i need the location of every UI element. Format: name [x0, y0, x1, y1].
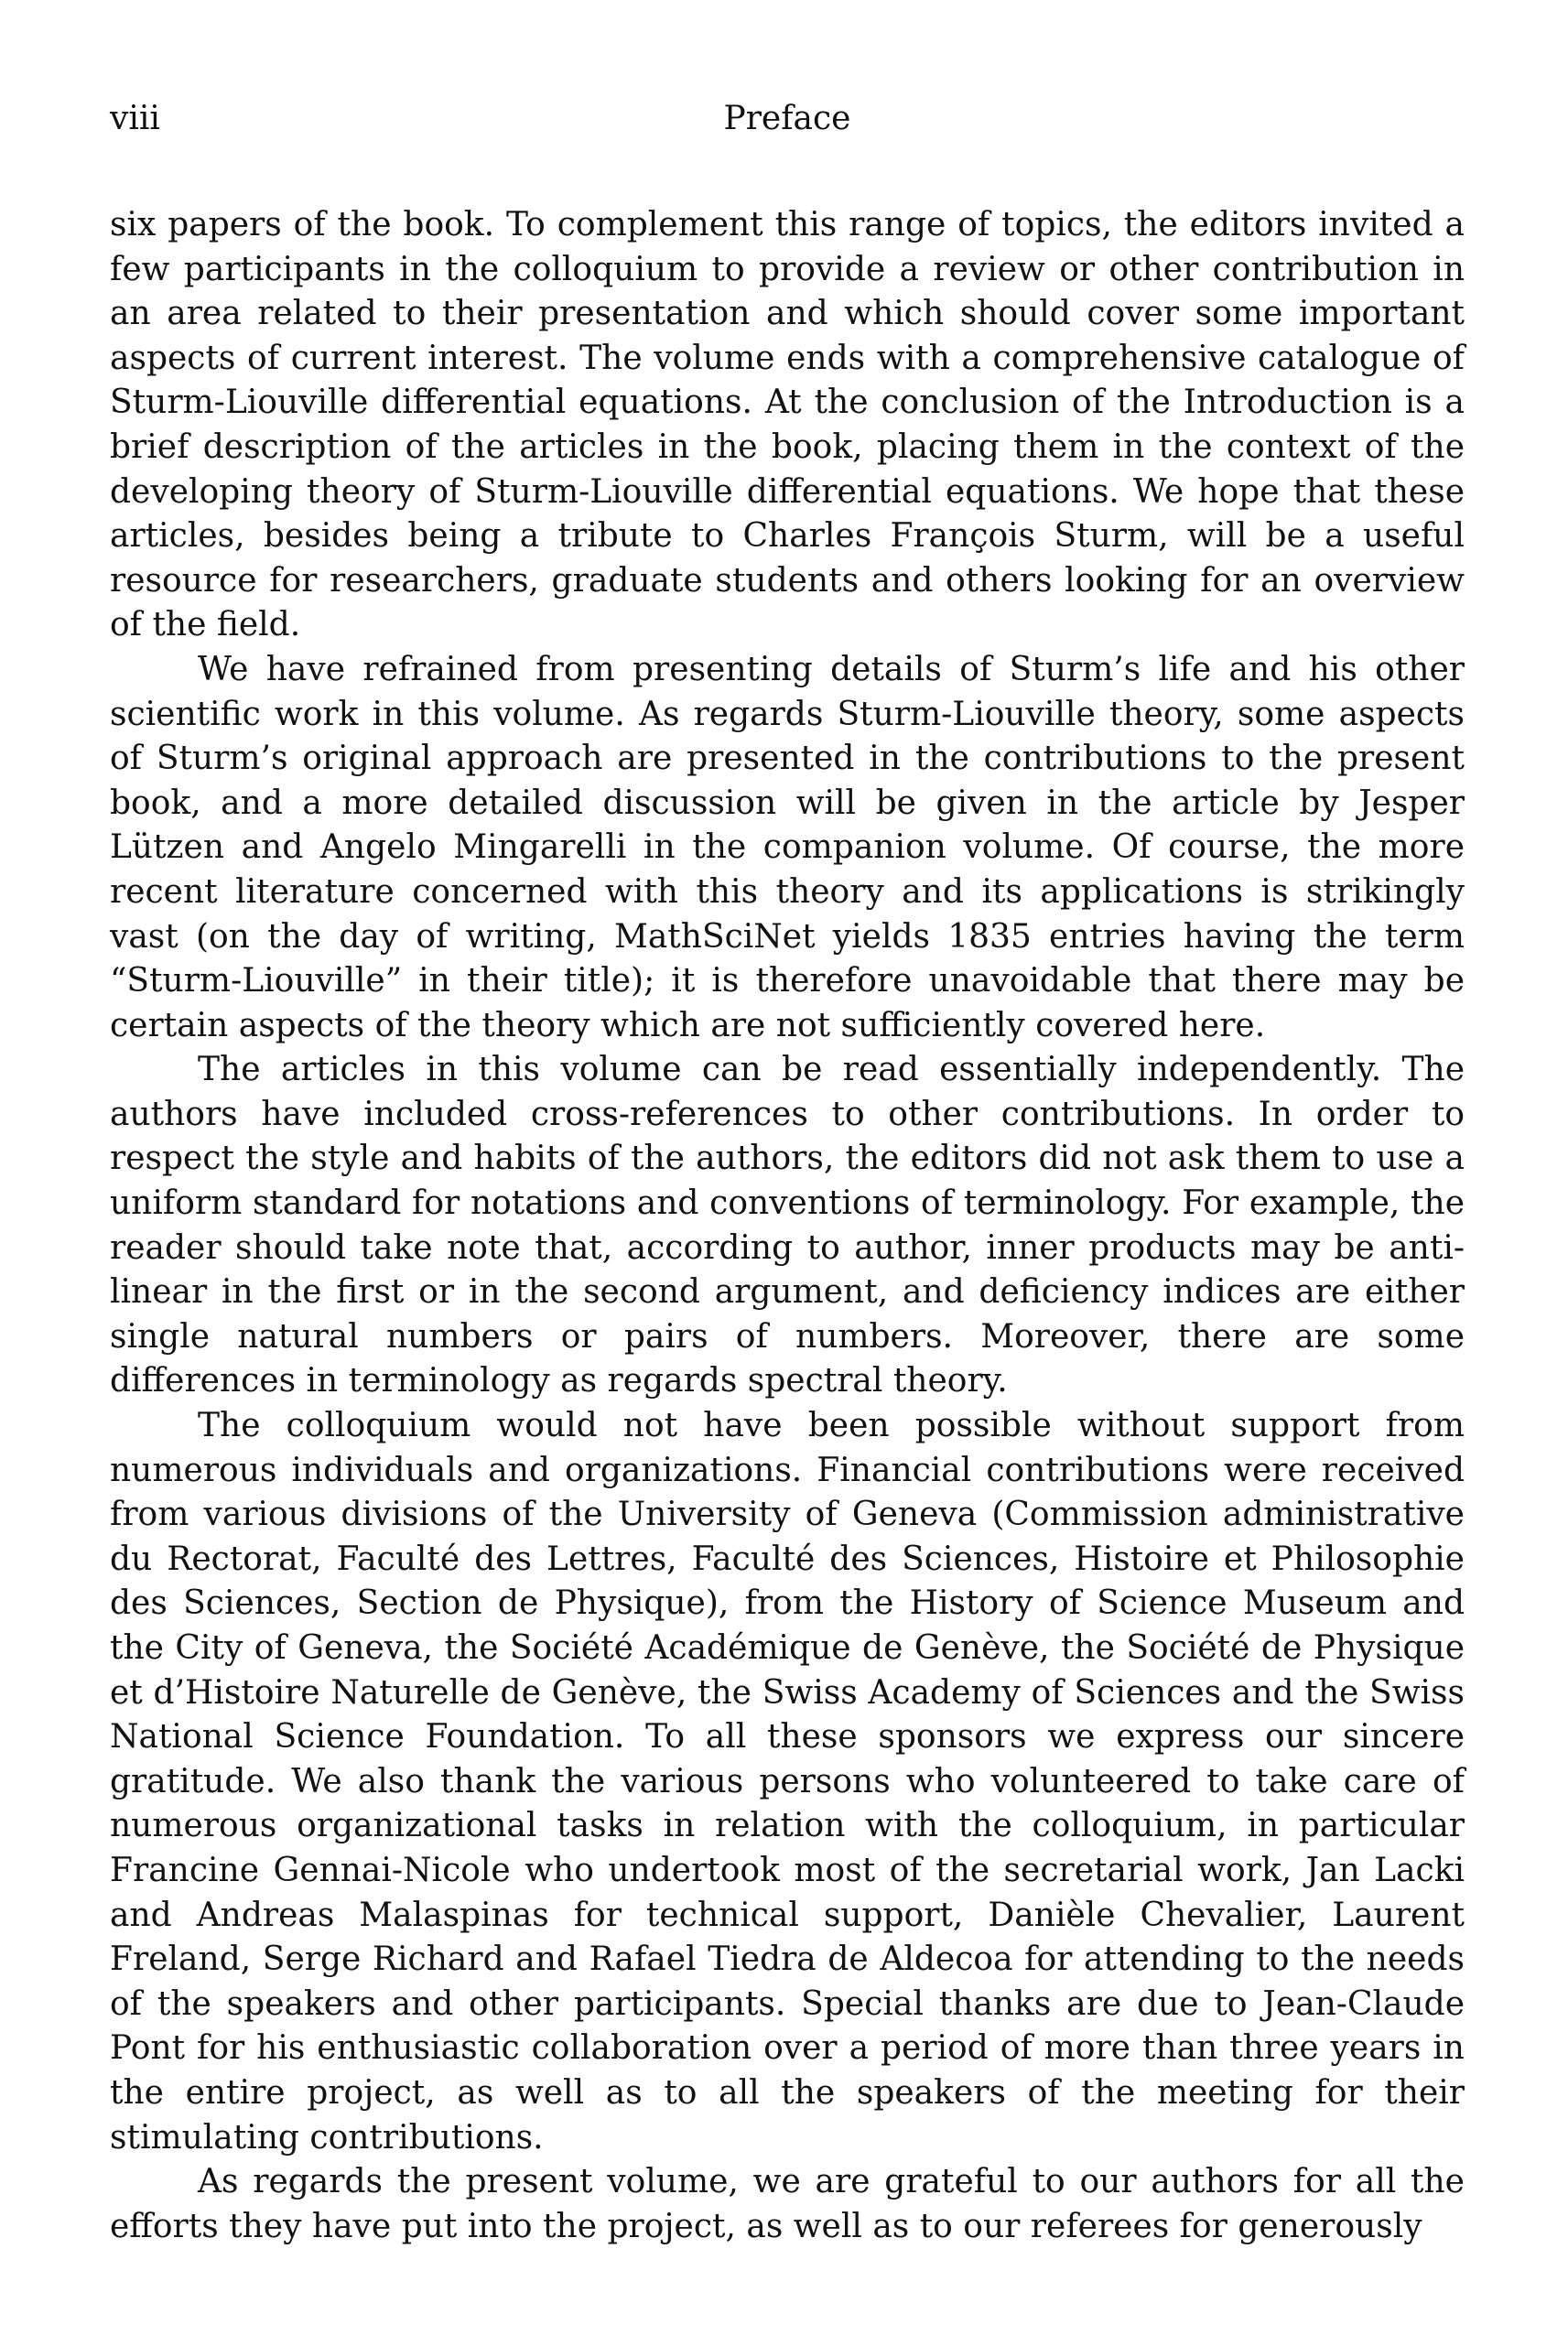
- paragraph: The articles in this volume can be read essentially independently. The authors have included cross-references to other contributions. In order to respect the style and habits of the authors, the editors did not ask them to use a uniform standard for notations and conventions of terminology. For example, the reader should take note that, according to author, inner products may be anti-linear in the first or in the second argument, and deficiency indices are either single natural numbers or pairs of numbers. Moreover, there are some differences in terminology as regards spectral theory.: [110, 1051, 1465, 1400]
- body-text: [110, 203, 1465, 2249]
- running-head: [110, 95, 1465, 143]
- running-title: Preface: [723, 100, 851, 137]
- paragraph: As regards the present volume, we are grateful to our authors for all the efforts they have put into the project, as well as to our referees for generously: [110, 2163, 1465, 2245]
- paragraph-continued: six papers of the book. To complement this range of topics, the editors invited a few participants in the colloquium to provide a review or other contribution in an area related to their presentation and which should cover some important aspects of current interest. The volume ends with a comprehensive catalogue of Sturm-Liouville differential equations. At the conclusion of the Introduction is a brief description of the articles in the book, placing them in the context of the developing theory of Sturm-Liouville differential equations. We hope that these articles, besides being a tribute to Charles François Sturm, will be a useful resource for researchers, graduate students and others looking for an overview of the field.: [110, 206, 1465, 644]
- page-number: viii: [110, 100, 160, 137]
- paragraph: We have refrained from presenting details of Sturm’s life and his other scientific work in this volume. As regards Sturm-Liouville theory, some aspects of Sturm’s original approach are presented in the contributions to the present book, and a more detailed discussion will be given in the article by Jesper Lützen and Angelo Mingarelli in the companion volume. Of course, the more recent literature concerned with this theory and its applications is strikingly vast (on the day of writing, MathSciNet yields 1835 entries having the term “Sturm-Liouville” in their title); it is therefore unavoidable that there may be certain aspects of the theory which are not sufficiently covered here.: [110, 650, 1465, 1044]
- paragraph: The colloquium would not have been possible without support from numerous individuals and organizations. Financial contributions were received from various divisions of the University of Geneva (Commission administrative du Rectorat, Faculté des Lettres, Faculté des Sciences, Histoire et Philosophie des Sciences, Section de Physique), from the History of Science Museum and the City of Geneva, the Société Académique de Genève, the Société de Physique et d’Histoire Naturelle de Genève, the Swiss Academy of Sciences and the Swiss National Science Foundation. To all these sponsors we express our sincere gratitude. We also thank the various persons who volunteered to take care of numerous organizational tasks in relation with the colloquium, in particular Francine Gennai-Nicole who undertook most of the secretarial work, Jan Lacki and Andreas Malaspinas for technical support, Danièle Chevalier, Laurent Freland, Serge Richard and Rafael Tiedra de Aldecoa for attending to the needs of the speakers and other participants. Special thanks are due to Jean-Claude Pont for his enthusiastic collaboration over a period of more than three years in the entire project, as well as to all the speakers of the meeting for their stimulating contributions.: [110, 1407, 1465, 2157]
